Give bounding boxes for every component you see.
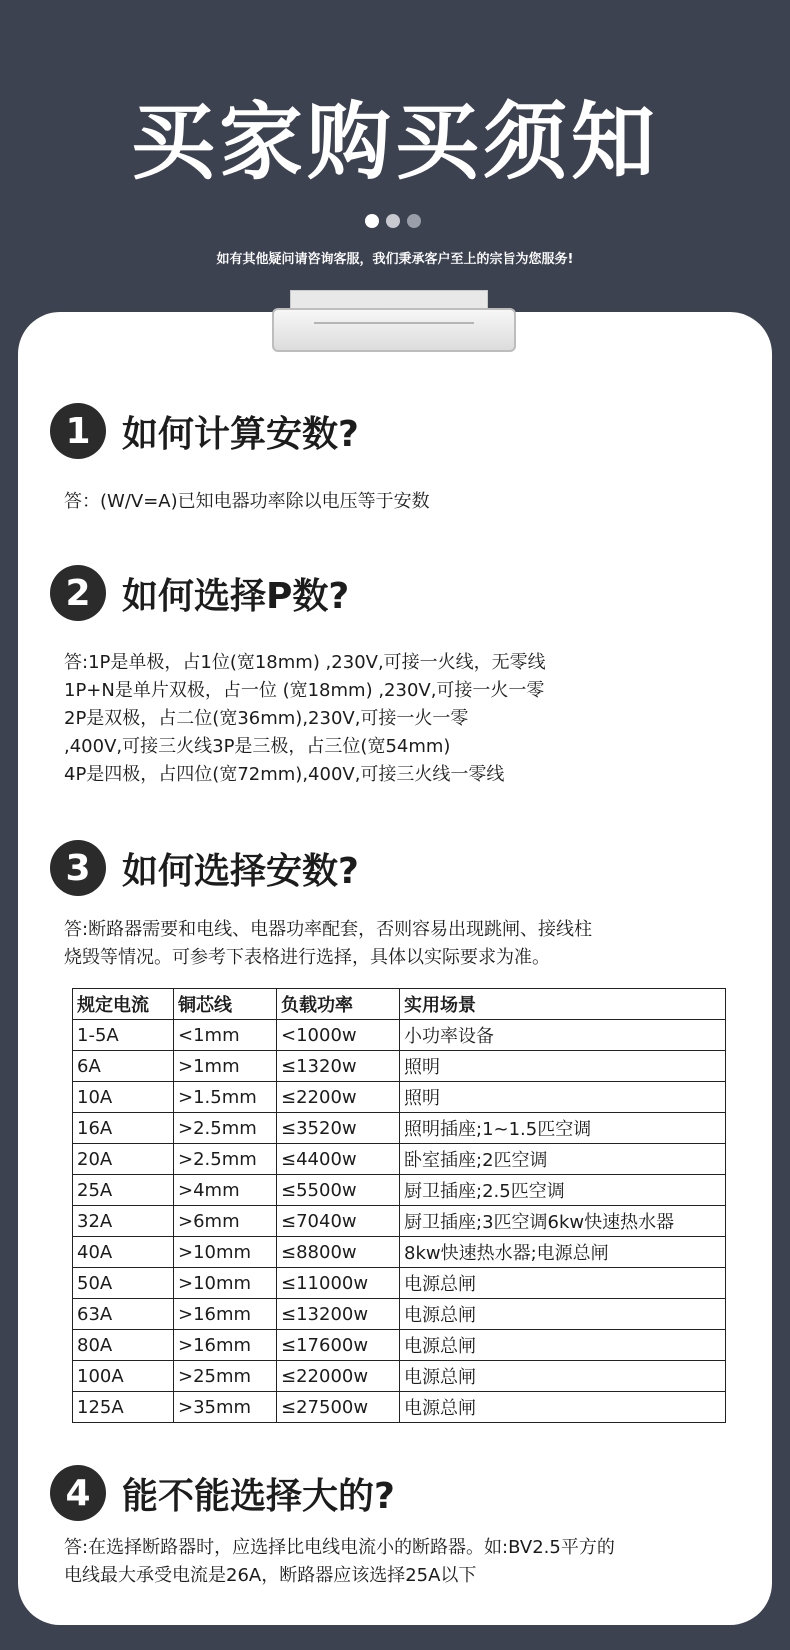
table-cell: <1mm	[174, 1020, 277, 1051]
body-line: 答：(W/V=A)已知电器功率除以电压等于安数	[64, 491, 430, 512]
table-row	[73, 1361, 726, 1392]
column-header: 规定电流	[73, 989, 174, 1020]
body-line: ,400V,可接三火线3P是三极，占三位(宽54mm)	[64, 736, 451, 757]
table-row	[73, 1051, 726, 1082]
section-title: 如何选择P数?	[122, 575, 350, 617]
table-cell: 20A	[73, 1144, 174, 1175]
table-row	[73, 1144, 726, 1175]
table-cell: >4mm	[174, 1175, 277, 1206]
section-number-badge: 3	[50, 840, 106, 896]
table-header-row	[73, 989, 726, 1020]
page-subtitle: 如有其他疑问请咨询客服，我们秉承客户至上的宗旨为您服务!	[216, 252, 574, 267]
table-cell: 25A	[73, 1175, 174, 1206]
table-cell: >35mm	[174, 1392, 277, 1423]
section-number-badge: 4	[50, 1465, 106, 1521]
table-cell: 厨卫插座;2.5匹空调	[400, 1175, 726, 1206]
table-cell: >10mm	[174, 1268, 277, 1299]
table-cell: >1.5mm	[174, 1082, 277, 1113]
table-cell: 40A	[73, 1237, 174, 1268]
table-cell: 照明	[400, 1082, 726, 1113]
section-3-body	[64, 916, 592, 972]
table-row	[73, 1268, 726, 1299]
table-cell: ≤2200w	[277, 1082, 400, 1113]
breaker-selection-table	[72, 988, 726, 1423]
table-cell: ≤17600w	[277, 1330, 400, 1361]
table-cell: 63A	[73, 1299, 174, 1330]
table-cell: >2.5mm	[174, 1113, 277, 1144]
section-1-body	[64, 488, 430, 516]
table-cell: 80A	[73, 1330, 174, 1361]
table-cell: >16mm	[174, 1330, 277, 1361]
section-number-badge: 1	[50, 403, 106, 459]
table-row	[73, 1330, 726, 1361]
dot-3	[407, 214, 421, 228]
table-cell: >10mm	[174, 1237, 277, 1268]
page-title: 买家购买须知	[130, 93, 659, 191]
table-cell: 16A	[73, 1113, 174, 1144]
table-row	[73, 1206, 726, 1237]
table-cell: 小功率设备	[400, 1020, 726, 1051]
table-cell: 卧室插座;2匹空调	[400, 1144, 726, 1175]
table-cell: 照明	[400, 1051, 726, 1082]
table-row	[73, 1175, 726, 1206]
table-cell: ≤5500w	[277, 1175, 400, 1206]
clipboard-clip-icon	[272, 308, 516, 352]
dot-2	[386, 214, 400, 228]
section-2-body	[64, 649, 546, 789]
table-cell: 电源总闸	[400, 1330, 726, 1361]
table-row	[73, 1237, 726, 1268]
table-cell: >25mm	[174, 1361, 277, 1392]
table-cell: 8kw快速热水器;电源总闸	[400, 1237, 726, 1268]
column-header: 铜芯线	[174, 989, 277, 1020]
table-cell: 6A	[73, 1051, 174, 1082]
table-cell: >16mm	[174, 1299, 277, 1330]
body-line: 电线最大承受电流是26A，断路器应该选择25A以下	[64, 1565, 477, 1586]
table-row	[73, 1113, 726, 1144]
table-cell: 125A	[73, 1392, 174, 1423]
table-cell: >2.5mm	[174, 1144, 277, 1175]
table-cell: 50A	[73, 1268, 174, 1299]
table-cell: 照明插座;1~1.5匹空调	[400, 1113, 726, 1144]
section-1-heading	[50, 403, 359, 459]
table-row	[73, 1020, 726, 1051]
table-cell: 100A	[73, 1361, 174, 1392]
table-body	[73, 1020, 726, 1423]
table-cell: ≤27500w	[277, 1392, 400, 1423]
body-line: 答:断路器需要和电线、电器功率配套，否则容易出现跳闸、接线柱	[64, 919, 593, 940]
table-cell: 1-5A	[73, 1020, 174, 1051]
pagination-dots	[365, 214, 421, 228]
table-cell: ≤11000w	[277, 1268, 400, 1299]
table-cell: 32A	[73, 1206, 174, 1237]
body-line: 2P是双极，占二位(宽36mm),230V,可接一火一零	[64, 708, 469, 729]
table-cell: ≤4400w	[277, 1144, 400, 1175]
table-cell: ≤1320w	[277, 1051, 400, 1082]
table-cell: >1mm	[174, 1051, 277, 1082]
body-line: 4P是四极，占四位(宽72mm),400V,可接三火线一零线	[64, 764, 505, 785]
section-title: 能不能选择大的?	[122, 1475, 395, 1517]
table-row	[73, 1082, 726, 1113]
table-row	[73, 1392, 726, 1423]
table-cell: >6mm	[174, 1206, 277, 1237]
table-cell: 电源总闸	[400, 1392, 726, 1423]
table-cell: 厨卫插座;3匹空调6kw快速热水器	[400, 1206, 726, 1237]
section-4-heading	[50, 1465, 395, 1521]
table-cell: ≤13200w	[277, 1299, 400, 1330]
section-3-heading	[50, 840, 359, 896]
body-line: 烧毁等情况。可参考下表格进行选择，具体以实际要求为准。	[64, 947, 550, 968]
column-header: 负载功率	[277, 989, 400, 1020]
table-cell: 10A	[73, 1082, 174, 1113]
column-header: 实用场景	[400, 989, 726, 1020]
section-4-body	[64, 1534, 615, 1590]
table-cell: ≤22000w	[277, 1361, 400, 1392]
table-cell: ≤8800w	[277, 1237, 400, 1268]
table-cell: <1000w	[277, 1020, 400, 1051]
section-title: 如何选择安数?	[122, 850, 359, 892]
body-line: 1P+N是单片双极，占一位 (宽18mm) ,230V,可接一火一零	[64, 680, 545, 701]
section-title: 如何计算安数?	[122, 413, 359, 455]
body-line: 答:1P是单极，占1位(宽18mm) ,230V,可接一火线，无零线	[64, 652, 546, 673]
table-cell: 电源总闸	[400, 1361, 726, 1392]
table-cell: ≤7040w	[277, 1206, 400, 1237]
table-cell: 电源总闸	[400, 1299, 726, 1330]
table-cell: 电源总闸	[400, 1268, 726, 1299]
body-line: 答:在选择断路器时，应选择比电线电流小的断路器。如:BV2.5平方的	[64, 1537, 615, 1558]
table-row	[73, 1299, 726, 1330]
section-number-badge: 2	[50, 565, 106, 621]
table-cell: ≤3520w	[277, 1113, 400, 1144]
section-2-heading	[50, 565, 349, 621]
dot-1	[365, 214, 379, 228]
